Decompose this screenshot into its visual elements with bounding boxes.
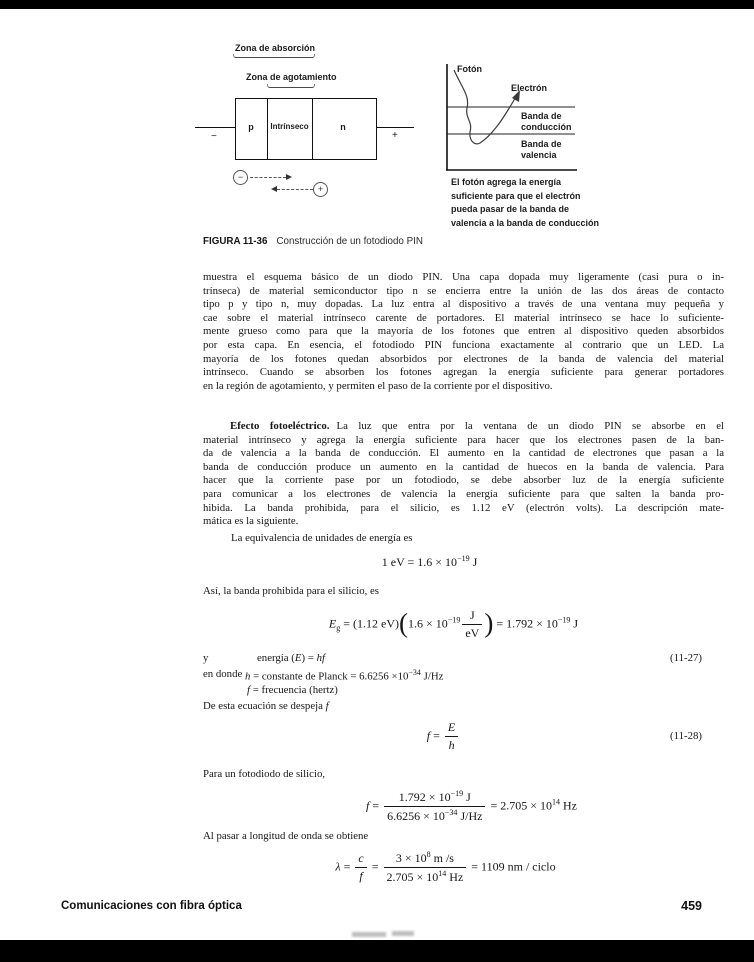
eq-eg-result-exp: −19 — [557, 614, 571, 624]
joule-per-ev-fraction — [462, 608, 482, 641]
freq-text: = frecuencia (hertz) — [250, 684, 338, 696]
depletion-zone-brace — [267, 84, 315, 88]
text-line: banda de conducción produce un aumento en la cantidad de huecos en la banda de valencia. Para — [203, 460, 724, 473]
paragraph-1 — [203, 271, 724, 393]
text-line: cae sobre el material intrínseco carente de portadores. El material intrínseco se hace lo suficiente- — [203, 311, 724, 324]
running-footer-title: Comunicaciones con fibra óptica — [61, 900, 242, 912]
photon-label: Fotón — [457, 64, 482, 74]
right-terminal-sign: + — [392, 130, 398, 141]
frequency-fraction — [384, 789, 485, 824]
wavelength-intro-line: Al pasar a longitud de onda se obtiene — [203, 830, 369, 842]
valence-band-label-line2: valencia — [521, 150, 557, 160]
bandgap-intro-line: Así, la banda prohibida para el silicio, es — [203, 585, 379, 597]
eq-lambda-equals2: = — [368, 858, 382, 873]
equation-f-equals-e-over-h — [203, 718, 724, 754]
text-line: por esta capa. En esencia, el fotodiodo PIN funciona exactamente al contrario que un LED. La — [203, 338, 724, 351]
eq-ev-exponent: −19 — [457, 554, 470, 563]
silicon-photodiode-line: Para un fotodiodo de silicio, — [203, 768, 326, 780]
fraction-numerator — [445, 720, 458, 737]
scan-artifact — [392, 931, 414, 936]
eq-fsi-result-unit: Hz — [559, 797, 577, 812]
where-label: en donde — [203, 668, 243, 680]
region-intrinsic-label: Intrínseco — [270, 122, 309, 131]
text-line: valencia a la banda de conducción — [451, 217, 600, 228]
text-line: en la región de agotamiento, y permiten el paso de la corriente por el dispositivo. — [203, 379, 553, 392]
text-line: mática es la siguiente. — [203, 515, 299, 528]
freq-var: f — [247, 684, 250, 696]
right-lead-wire — [376, 127, 414, 128]
text-line: hibida. La banda prohibida, para el silicio, es 1.12 eV (electrón volts). La descripción mate- — [203, 501, 724, 514]
speed-over-frequency-fraction — [384, 850, 467, 885]
eq-f-den: h — [448, 737, 455, 752]
eq-hf-var-hf: hf — [316, 652, 325, 664]
planck-text: = constante de Planck = 6.6256 ×10 — [250, 670, 409, 683]
eq-f-equals: = — [430, 727, 443, 742]
electron-motion-line — [250, 177, 286, 178]
eq-fsi-var: f — [366, 797, 370, 812]
scan-top-bar — [0, 0, 754, 9]
eq-fsi-den-unit: J/Hz — [457, 808, 483, 823]
equation-wavelength — [203, 846, 724, 888]
equation-energy-hf — [257, 652, 325, 664]
eq-hf-pre: energía ( — [257, 652, 295, 664]
eq-fsi-den: 6.6256 × 10 — [387, 808, 445, 823]
fraction-numerator: J — [462, 608, 482, 625]
fraction-numerator — [384, 850, 467, 868]
eq-eg-variable: E — [328, 615, 337, 630]
paragraph-2-first-line — [203, 420, 724, 434]
eq-fsi-result: = 2.705 × 10 — [487, 797, 552, 812]
left-terminal-sign: − — [211, 131, 217, 142]
equation-number-11-28: (11-28) — [670, 730, 702, 742]
region-n-label: n — [340, 122, 346, 132]
y-connector-label: y — [203, 652, 209, 664]
equation-bandgap — [203, 601, 724, 647]
eq-lambda-den-unit: Hz — [446, 869, 464, 884]
left-lead-wire — [195, 127, 235, 128]
text-line: suficiente para que el electrón — [451, 190, 581, 201]
region-p-label: p — [248, 122, 254, 132]
depletion-zone-label: Zona de agotamiento — [246, 72, 337, 82]
eq-lambda-num: 3 × 10 — [395, 850, 427, 865]
open-paren: ( — [399, 608, 409, 638]
planck-unit: J/Hz — [420, 670, 444, 683]
eq-lambda-num-exp: 8 — [426, 849, 431, 859]
scan-artifact — [352, 932, 386, 937]
paragraph-2-rest — [203, 434, 724, 529]
hole-motion-line — [277, 189, 313, 190]
close-paren: ) — [484, 608, 494, 638]
text-line: mayoría de los fotones quedan absorbidos por electrones de la banda de valencia del material — [203, 352, 724, 365]
band-diagram-note — [451, 176, 599, 230]
eq-hf-var-e: E — [294, 652, 302, 664]
text-line: tipo p y tipo n, muy dopadas. La luz entra al dispositivo a través de una ventana muy pequeña y — [203, 298, 724, 311]
e-over-h-fraction — [445, 720, 458, 753]
equation-f-silicon — [203, 785, 724, 827]
text-line: da de valencia a la banda de conducción. El aumento en la cantidad de electrones que pasan a la — [203, 447, 724, 460]
solve-text: De esta ecuación se despeja — [203, 700, 326, 712]
absorption-zone-label: Zona de absorción — [235, 43, 316, 53]
eq-eg-lhs: = (1.12 eV) — [340, 615, 400, 630]
text-line: material intrínseco y agrega la energía suficiente para hacer que los electrones pasen de la ban- — [203, 433, 724, 446]
fraction-denominator — [384, 807, 485, 824]
eq-eg-subscript: g — [336, 623, 341, 633]
eq-lambda-f: f — [359, 868, 363, 883]
solve-for-f-line — [203, 700, 329, 712]
eq-eg-factor: 1.6 × 10 — [408, 615, 448, 630]
planck-var: h — [245, 670, 251, 683]
fraction-denominator — [355, 868, 366, 884]
text-line: hacer que la corriente pase por un fotodiodo, se debe absorber luz de la energía suficiente — [203, 474, 724, 487]
eq-eg-result-unit: J — [570, 615, 579, 630]
eq-fsi-result-exp: 14 — [551, 796, 560, 806]
text-line: mente grueso como para que la mayoría de los fotones que entren al dispositivo queden absorbidos — [203, 325, 724, 338]
text-line: para comunicar a los electrones de valencia la energía suficiente para que salten la banda pro- — [203, 487, 724, 500]
scan-bottom-bar — [0, 940, 754, 962]
eq-ev-unit: J — [469, 555, 478, 569]
paragraph-2-first-line-text: La luz que entra por la ventana de un diodo PIN se absorbe en el — [336, 420, 724, 432]
eq-lambda-den-exp: 14 — [438, 868, 447, 878]
text-line: trínseca) de material semiconductor tipo n se encierra entre la unión de las dos áreas de contacto — [203, 284, 724, 297]
fraction-numerator — [384, 789, 485, 807]
frequency-definition-line — [247, 684, 338, 696]
figure-caption-text: Construcción de un fotodiodo PIN — [276, 236, 423, 247]
fraction-denominator: eV — [465, 625, 480, 640]
solve-var: f — [325, 700, 329, 712]
eq-lambda-result: = 1109 nm / ciclo — [468, 858, 556, 873]
eq-fsi-num: 1.792 × 10 — [398, 789, 451, 804]
paragraph-2 — [203, 420, 724, 529]
text-line: muestra el esquema básico de un diodo PIN. Una capa dopada muy ligeramente (casi pura o in- — [203, 271, 724, 283]
eq-eg-factor-exp: −19 — [447, 614, 461, 624]
eq-lambda-num-unit: m /s — [430, 850, 454, 865]
hole-carrier-circle: + — [313, 182, 328, 197]
eq-ev-base: 1 eV = 1.6 × 10 — [381, 555, 458, 569]
fraction-numerator — [355, 851, 366, 868]
planck-definition-line — [245, 668, 443, 683]
equation-number-11-27: (11-27) — [670, 652, 702, 664]
text-line: El fotón agrega la energía — [451, 177, 562, 187]
eq-fsi-num-unit: J — [463, 789, 471, 804]
fraction-denominator — [445, 737, 458, 753]
eq-f-var: f — [426, 727, 431, 742]
electron-carrier-circle: − — [233, 170, 248, 185]
electron-label: Electrón — [511, 83, 548, 93]
eq-hf-mid: ) = — [301, 652, 317, 664]
eq-lambda-equals: = — [340, 858, 354, 873]
planck-exp: −34 — [408, 668, 421, 677]
text-line: pueda pasar de la banda de — [451, 204, 570, 215]
electron-arrowhead — [286, 174, 292, 180]
eq-eg-result: = 1.792 × 10 — [493, 615, 558, 630]
absorption-zone-brace — [233, 54, 315, 58]
eq-lambda-c: c — [358, 850, 364, 865]
eq-fsi-equals: = — [369, 797, 383, 812]
c-over-f-fraction — [355, 851, 366, 884]
valence-band-label-line1: Banda de — [521, 139, 562, 149]
eq-f-num: E — [447, 719, 456, 734]
equivalence-intro-line: La equivalencia de unidades de energía es — [231, 532, 413, 544]
conduction-band-label-line1: Banda de — [521, 111, 562, 121]
eq-fsi-num-exp: −19 — [450, 788, 464, 798]
page-number: 459 — [681, 899, 702, 913]
eq-lambda-den: 2.705 × 10 — [386, 869, 439, 884]
equation-ev-joule — [203, 553, 724, 571]
figure-caption — [203, 236, 423, 247]
text-line: intrínseco. Cuando se absorben los fotones agregan la energía suficiente para generar portadores — [203, 366, 724, 379]
eq-fsi-den-exp: −34 — [444, 807, 458, 817]
eq-lambda-var: λ — [335, 858, 341, 873]
fraction-denominator — [384, 868, 467, 885]
conduction-band-label-line2: conducción — [521, 122, 572, 132]
photoelectric-effect-heading: Efecto fotoeléctrico. — [230, 420, 330, 432]
figure-caption-number: FIGURA 11-36 — [203, 236, 268, 247]
